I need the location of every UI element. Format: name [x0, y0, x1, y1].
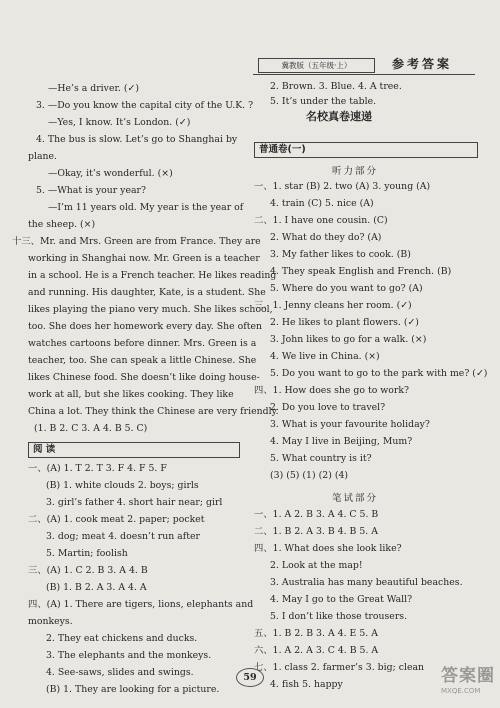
right-line: 四、1. How does she go to work?	[254, 385, 410, 396]
right-line: 5. Do you want to go to the park with me? (✓)	[270, 368, 488, 379]
left-line: 四、(A) 1. There are tigers, lions, elephants and	[28, 599, 254, 610]
left-line: too. She does her homework every day. She often	[28, 321, 262, 332]
right-line: 3. Australia has many beautiful beaches.	[270, 577, 463, 588]
paper-one-box: 普通卷(一)	[254, 142, 478, 158]
left-line: (B) 1. They are looking for a picture.	[46, 684, 220, 695]
left-line: likes playing the piano very much. She likes school,	[28, 304, 273, 315]
left-line: China a lot. They think the Chinese are very friendly.	[28, 406, 279, 417]
left-line: 3. The elephants and the monkeys.	[46, 650, 212, 661]
right-line: 4. train (C) 5. nice (A)	[270, 198, 374, 209]
left-line: (1. B 2. C 3. A 4. B 5. C)	[34, 423, 148, 434]
watermark-text: 答案圈	[441, 666, 495, 686]
right-line: 5. Where do you want to go? (A)	[270, 283, 423, 294]
page-title: 参考答案	[392, 57, 453, 71]
left-line: (B) 1. white clouds 2. boys; girls	[46, 480, 199, 491]
left-line: work at all, but she likes cooking. They like	[28, 389, 234, 400]
reading-section-box: 阅 读	[28, 442, 240, 458]
right-line: 4. We live in China. (×)	[270, 351, 380, 362]
right-line: 三、1. Jenny cleans her room. (✓)	[254, 300, 412, 311]
left-line: 3. —Do you know the capital city of the U.K. ?	[36, 100, 254, 111]
left-line: watches cartoons before dinner. Mrs. Green is a	[28, 338, 257, 349]
right-line: (3) (5) (1) (2) (4)	[270, 470, 349, 481]
right-line: 5. I don’t like those trousers.	[270, 611, 408, 622]
right-line: 2. Look at the map!	[270, 560, 363, 571]
left-line: and running. His daughter, Kate, is a student. She	[28, 287, 266, 298]
left-line: 4. The bus is slow. Let’s go to Shanghai by	[36, 134, 238, 145]
right-line: 一、1. A 2. B 3. A 4. C 5. B	[254, 509, 379, 520]
left-line: 5. Martin; foolish	[46, 548, 128, 559]
right-line: 4. They speak English and French. (B)	[270, 266, 452, 277]
left-line: in a school. He is a French teacher. He likes reading	[28, 270, 277, 281]
right-line: 2. He likes to plant flowers. (✓)	[270, 317, 419, 328]
left-line: —I’m 11 years old. My year is the year of	[48, 202, 244, 213]
right-line: 4. May I live in Beijing, Mum?	[270, 436, 413, 447]
listening-heading: 听力部分	[332, 166, 379, 177]
right-line: 二、1. I have one cousin. (C)	[254, 215, 388, 226]
right-line: 五、1. B 2. B 3. A 4. E 5. A	[254, 628, 378, 639]
watermark-logo	[441, 666, 496, 704]
left-line: 3. girl’s father 4. short hair near; girl	[46, 497, 223, 508]
right-line: 七、1. class 2. farmer’s 3. big; clean	[254, 662, 425, 673]
right-line: 一、1. star (B) 2. two (A) 3. young (A)	[254, 181, 431, 192]
left-line: 一、(A) 1. T 2. T 3. F 4. F 5. F	[28, 463, 167, 474]
header-rule	[253, 74, 475, 75]
left-line: 三、(A) 1. C 2. B 3. A 4. B	[28, 565, 148, 576]
right-line: 四、1. What does she look like?	[254, 543, 402, 554]
left-line: —Yes, I know. It’s London. (✓)	[48, 117, 191, 128]
edition-label: 冀教版（五年级·上）	[258, 58, 375, 73]
left-line: (B) 1. B 2. A 3. A 4. A	[46, 582, 147, 593]
left-line: 4. See-saws, slides and swings.	[46, 667, 194, 678]
left-line: working in Shanghai now. Mr. Green is a teacher	[28, 253, 260, 264]
left-line: 二、(A) 1. cook meat 2. paper; pocket	[28, 514, 205, 525]
right-line: 4. May I go to the Great Wall?	[270, 594, 413, 605]
left-line: likes Chinese food. She doesn’t like doing house-	[28, 372, 260, 383]
left-line: —He’s a driver. (✓)	[48, 83, 139, 94]
left-line: the sheep. (×)	[28, 219, 96, 230]
left-line: teacher, too. She can speak a little Chinese. She	[28, 355, 257, 366]
watermark-url: MXQE.COM	[441, 687, 481, 695]
right-line: 2. Brown. 3. Blue. 4. A tree.	[270, 81, 402, 92]
left-line: 3. dog; meat 4. doesn’t run after	[46, 531, 200, 542]
right-line: 2. What do they do? (A)	[270, 232, 382, 243]
right-line: 3. My father likes to cook. (B)	[270, 249, 411, 260]
right-line: 二、1. B 2. A 3. B 4. B 5. A	[254, 526, 378, 537]
right-line: 5. It’s under the table.	[270, 96, 377, 107]
right-line: 4. fish 5. happy	[270, 679, 343, 690]
left-line: 5. —What is your year?	[36, 185, 147, 196]
right-line: 3. John likes to go for a walk. (×)	[270, 334, 427, 345]
page-number: 59	[236, 668, 264, 687]
right-line: 六、1. A 2. A 3. C 4. B 5. A	[254, 645, 379, 656]
left-line: monkeys.	[28, 616, 73, 627]
left-line: —Okay, it’s wonderful. (×)	[48, 168, 173, 179]
right-line: 2. Do you love to travel?	[270, 402, 386, 413]
left-line: 十三、Mr. and Mrs. Green are from France. They are	[12, 236, 261, 247]
right-line: 5. What country is it?	[270, 453, 372, 464]
left-line: 2. They eat chickens and ducks.	[46, 633, 198, 644]
left-line: plane.	[28, 151, 58, 162]
writing-heading: 笔试部分	[332, 493, 379, 504]
right-line: 3. What is your favourite holiday?	[270, 419, 430, 430]
section-heading: 名校真卷速递	[306, 110, 372, 123]
